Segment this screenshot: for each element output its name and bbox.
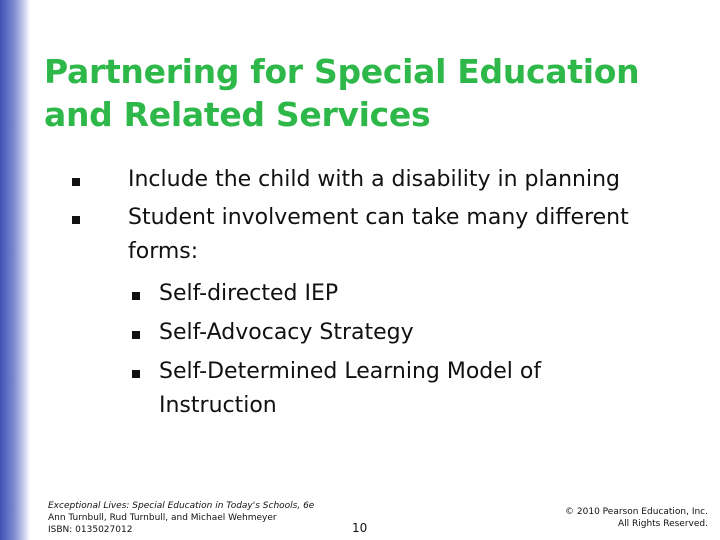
sub-bullet-marker-icon	[132, 370, 140, 378]
bullet-item-continued: forms:	[128, 239, 199, 264]
bullet-marker-icon	[72, 178, 80, 186]
sub-bullet-item: Self-Determined Learning Model of	[159, 359, 542, 384]
footer-isbn: ISBN: 0135027012	[48, 525, 133, 535]
sub-bullet-item: Self-Advocacy Strategy	[159, 320, 414, 345]
footer-authors: Ann Turnbull, Rud Turnbull, and Michael Wehmeyer	[48, 513, 277, 523]
bullet-item: Include the child with a disability in planning	[128, 167, 621, 192]
footer-citation	[48, 500, 314, 536]
sub-bullet-item: Self-directed IEP	[159, 281, 339, 306]
page-number: 10	[352, 521, 368, 535]
sub-bullet-item-continued: Instruction	[159, 393, 277, 418]
title-line-2: and Related Services	[44, 95, 431, 134]
copyright-line: © 2010 Pearson Education, Inc.	[565, 507, 708, 517]
title-line-1: Partnering for Special Education	[44, 52, 640, 91]
footer-book-title: Exceptional Lives: Special Education in Today's Schools, 6e	[48, 501, 315, 511]
footer-copyright	[565, 506, 708, 530]
rights-line: All Rights Reserved.	[617, 519, 708, 529]
sub-bullet-marker-icon	[132, 292, 140, 300]
sub-bullet-marker-icon	[132, 331, 140, 339]
bullet-item: Student involvement can take many different	[128, 205, 629, 230]
bullet-marker-icon	[72, 216, 80, 224]
